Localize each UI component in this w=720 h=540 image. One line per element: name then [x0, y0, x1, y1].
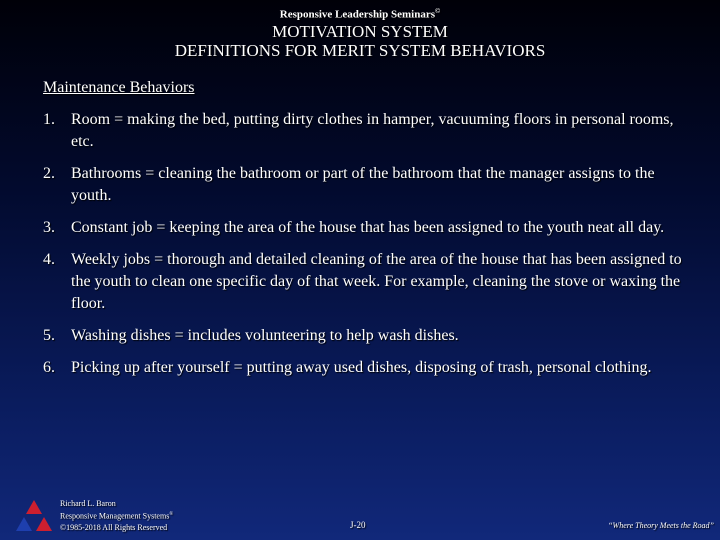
copyright-notice: ©1985-2018 All Rights Reserved	[60, 522, 168, 532]
item-number: 4.	[43, 251, 55, 268]
section-title: Maintenance Behaviors	[43, 79, 195, 96]
item-number: 1.	[43, 111, 55, 128]
copyright-mark: ©	[435, 7, 441, 15]
registered-mark: ®	[169, 512, 174, 517]
list-item	[43, 357, 683, 379]
tagline: “Where Theory Meets the Road”	[608, 521, 714, 530]
item-number: 6.	[43, 359, 55, 376]
list-item	[43, 325, 683, 347]
triangle-logo-icon	[12, 498, 56, 536]
item-text: Weekly jobs = thorough and detailed cleaning of the area of the house that has been assigned to the youth to clean one specific day of that week. For example, cleaning the stove or waxing the floor.	[71, 251, 682, 312]
slide-header	[0, 4, 720, 60]
logo-top-triangle	[26, 500, 42, 514]
author-name: Richard L. Baron	[60, 499, 116, 508]
behavior-list	[43, 109, 683, 389]
list-item	[43, 217, 683, 239]
item-number: 3.	[43, 219, 55, 236]
item-text: Constant job = keeping the area of the house that has been assigned to the youth neat all day.	[71, 219, 665, 236]
item-number: 5.	[43, 327, 55, 344]
item-text: Room = making the bed, putting dirty clothes in hamper, vacuuming floors in personal rooms, etc.	[71, 111, 674, 150]
slide-footer	[0, 494, 720, 540]
slide-title-line-2: DEFINITIONS FOR MERIT SYSTEM BEHAVIORS	[174, 40, 546, 60]
item-number: 2.	[43, 165, 55, 182]
item-text: Picking up after yourself = putting away used dishes, disposing of trash, personal clothing.	[71, 359, 652, 376]
list-item	[43, 249, 683, 315]
organization-name: Responsive Leadership Seminars©	[279, 7, 441, 21]
logo-right-triangle	[36, 517, 52, 531]
slide-title-line-1: MOTIVATION SYSTEM	[272, 21, 448, 41]
list-item	[43, 109, 683, 153]
page-number: J-20	[350, 520, 366, 530]
credits	[60, 498, 173, 533]
list-item	[43, 163, 683, 207]
item-text: Bathrooms = cleaning the bathroom or part of the bathroom that the manager assigns to the youth.	[71, 165, 655, 204]
logo-left-triangle	[16, 517, 32, 531]
item-text: Washing dishes = includes volunteering to help wash dishes.	[71, 327, 459, 344]
company-name: Responsive Management Systems®	[60, 511, 174, 521]
